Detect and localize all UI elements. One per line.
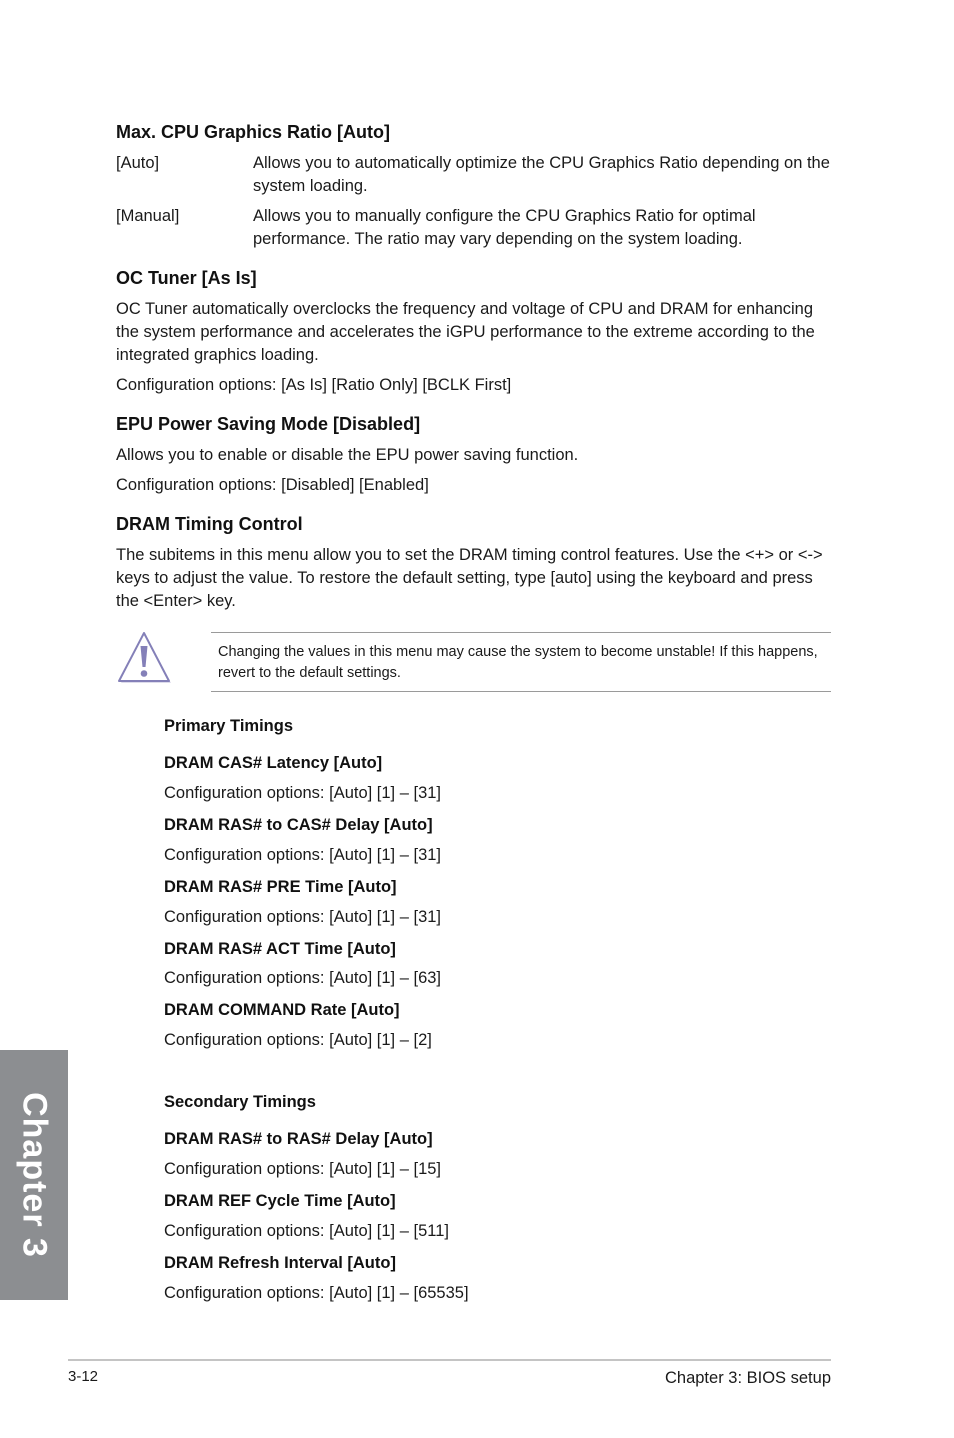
footer-page-number: 3-12 (68, 1368, 99, 1385)
primary-timings-heading: Primary Timings (164, 717, 293, 735)
oc-tuner-config-options: Configuration options: [As Is] [Ratio Only] [BCLK First] (116, 376, 512, 394)
warning-text: Changing the values in this menu may cause the system to become unstable! If this happens, revert to the default settings. (218, 644, 818, 681)
item-title-ras-to-ras: DRAM RAS# to RAS# Delay [Auto] (164, 1130, 433, 1148)
item-title-ras-act: DRAM RAS# ACT Time [Auto] (164, 940, 396, 958)
chapter-tab-label: Chapter 3 (15, 1092, 54, 1258)
option-desc-manual: Allows you to manually configure the CPU Graphics Ratio for optimal performance. The ratio may vary depending on the system loading. (253, 207, 756, 248)
option-desc-auto: Allows you to automatically optimize the CPU Graphics Ratio depending on the system loading. (253, 154, 830, 195)
item-config-refresh-interval: Configuration options: [Auto] [1] – [65535] (164, 1284, 469, 1302)
secondary-timings-heading: Secondary Timings (164, 1093, 316, 1111)
item-config-ras-act: Configuration options: [Auto] [1] – [63] (164, 969, 442, 987)
section-title-max-cpu-graphics: Max. CPU Graphics Ratio [Auto] (116, 122, 391, 142)
item-title-ref-cycle: DRAM REF Cycle Time [Auto] (164, 1192, 396, 1210)
item-config-ref-cycle: Configuration options: [Auto] [1] – [511] (164, 1222, 449, 1240)
option-key-manual: [Manual] (116, 207, 180, 225)
epu-description: Allows you to enable or disable the EPU power saving function. (116, 446, 579, 464)
footer-rule (68, 1359, 831, 1361)
footer-chapter-title: Chapter 3: BIOS setup (664, 1369, 831, 1387)
warning-top-rule (211, 632, 831, 633)
item-config-command-rate: Configuration options: [Auto] [1] – [2] (164, 1031, 432, 1049)
item-config-ras-pre: Configuration options: [Auto] [1] – [31] (164, 908, 442, 926)
oc-tuner-description: OC Tuner automatically overclocks the frequency and voltage of CPU and DRAM for enhancing the system performance and accelerates the iGPU performance to the extreme according to the integrated graphics loading. (116, 300, 815, 364)
epu-config-options: Configuration options: [Disabled] [Enabled] (116, 476, 429, 494)
section-title-oc-tuner: OC Tuner [As Is] (116, 268, 257, 288)
section-title-dram-timing: DRAM Timing Control (116, 514, 303, 534)
item-config-ras-to-cas: Configuration options: [Auto] [1] – [31] (164, 846, 442, 864)
warning-bottom-rule (211, 691, 831, 692)
item-title-ras-to-cas: DRAM RAS# to CAS# Delay [Auto] (164, 816, 433, 834)
option-key-auto: [Auto] (116, 154, 160, 172)
item-config-cas-latency: Configuration options: [Auto] [1] – [31] (164, 784, 442, 802)
item-title-cas-latency: DRAM CAS# Latency [Auto] (164, 754, 383, 772)
section-title-epu: EPU Power Saving Mode [Disabled] (116, 414, 421, 434)
item-title-refresh-interval: DRAM Refresh Interval [Auto] (164, 1254, 396, 1272)
item-config-ras-to-ras: Configuration options: [Auto] [1] – [15] (164, 1160, 442, 1178)
chapter-side-tab (0, 1050, 68, 1300)
warning-triangle-icon (116, 630, 172, 686)
item-title-ras-pre: DRAM RAS# PRE Time [Auto] (164, 878, 397, 896)
item-title-command-rate: DRAM COMMAND Rate [Auto] (164, 1001, 400, 1019)
dram-timing-description: The subitems in this menu allow you to set the DRAM timing control features. Use the <+> or <-> keys to adjust the value. To restore the default setting, type [auto] using the keyboard and press the <Enter> key. (116, 546, 823, 610)
